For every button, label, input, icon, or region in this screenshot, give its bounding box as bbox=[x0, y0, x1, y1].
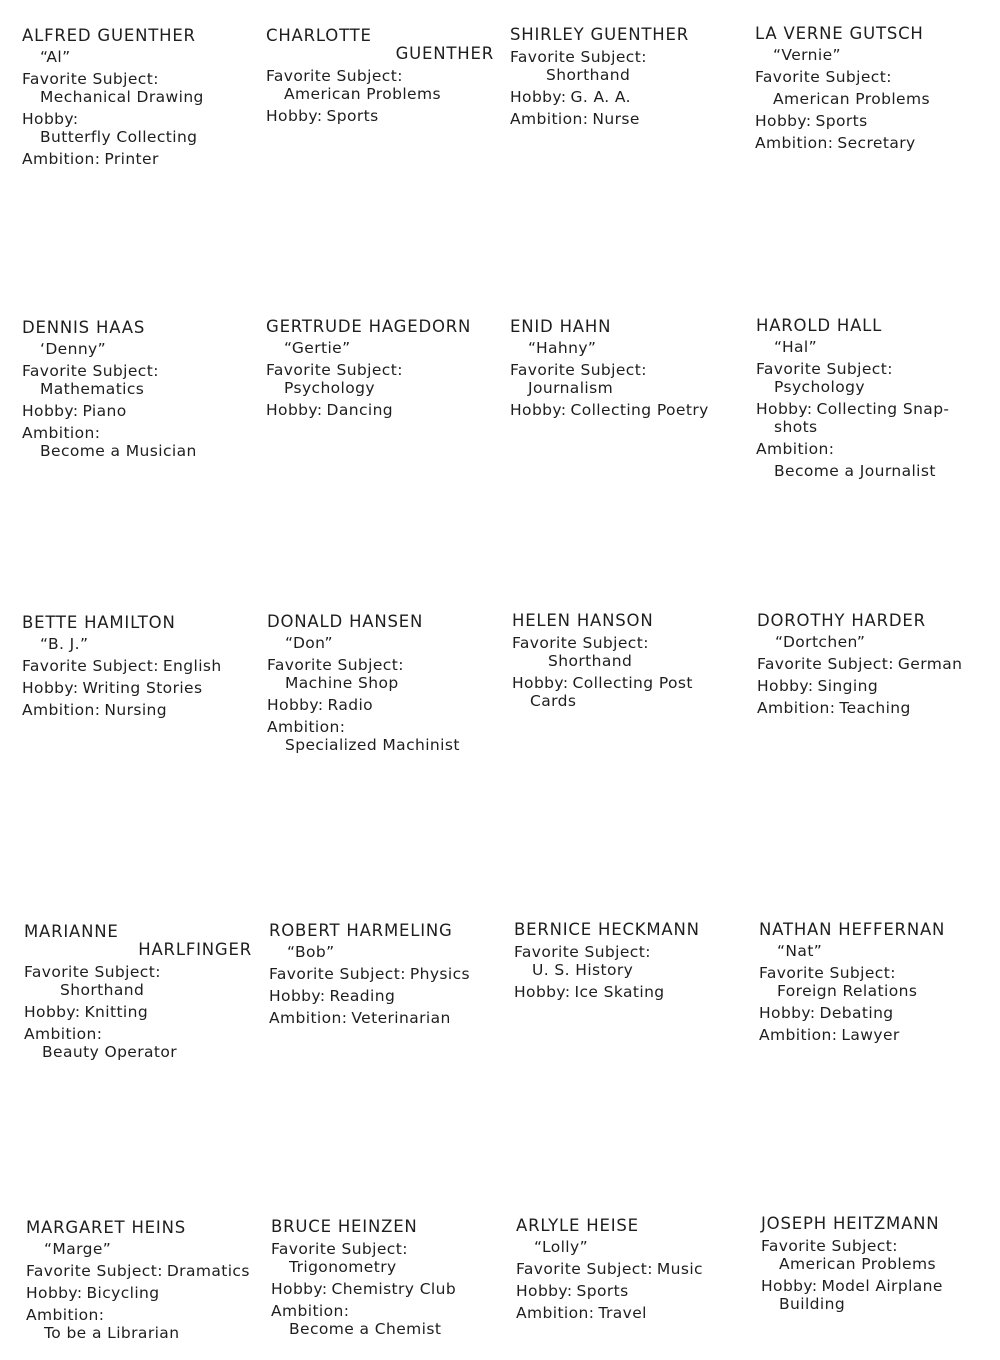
ambition: Ambition: Become a Chemist bbox=[271, 1302, 442, 1338]
favorite-subject: Favorite Subject: Psychology bbox=[266, 361, 403, 397]
favorite-subject: Favorite Subject: Mathematics bbox=[22, 362, 159, 398]
favorite-subject: Favorite Subject: Psychology bbox=[756, 360, 893, 396]
student-name: BETTE HAMILTON bbox=[22, 613, 176, 632]
ambition: Ambition: Nursing bbox=[22, 701, 168, 719]
student-name: HELEN HANSON bbox=[512, 611, 654, 630]
favorite-subject: Favorite Subject: German bbox=[757, 655, 963, 673]
student-name: DOROTHY HARDER bbox=[757, 611, 926, 630]
senior-entry bbox=[24, 923, 256, 1061]
hobby: Hobby: Reading bbox=[269, 987, 396, 1005]
nickname: “Gertie” bbox=[284, 339, 351, 357]
senior-entry bbox=[267, 613, 499, 754]
senior-entry bbox=[761, 1215, 993, 1313]
senior-entry bbox=[269, 922, 501, 1027]
senior-entry bbox=[22, 319, 254, 460]
senior-entry bbox=[510, 26, 742, 128]
senior-entry bbox=[755, 25, 987, 152]
student-name: ENID HAHN bbox=[510, 317, 612, 336]
hobby: Hobby: Collecting Post Cards bbox=[512, 674, 693, 710]
hobby: Hobby: Bicycling bbox=[26, 1284, 160, 1302]
senior-entry bbox=[22, 27, 254, 168]
favorite-subject: Favorite Subject: Trigonometry bbox=[271, 1240, 408, 1276]
hobby: Hobby: Knitting bbox=[24, 1003, 149, 1021]
senior-entry bbox=[22, 614, 254, 719]
hobby: Hobby: Chemistry Club bbox=[271, 1280, 457, 1298]
favorite-subject: Favorite Subject: Shorthand bbox=[510, 48, 647, 84]
hobby: Hobby: G. A. A. bbox=[510, 88, 631, 106]
nickname: “Hahny” bbox=[528, 339, 597, 357]
ambition: Ambition: Secretary bbox=[755, 134, 916, 152]
student-name: JOSEPH HEITZMANN bbox=[761, 1214, 940, 1233]
favorite-subject: Favorite Subject: Mechanical Drawing bbox=[22, 70, 204, 106]
favorite-subject: Favorite Subject: English bbox=[22, 657, 222, 675]
student-name: MARIANNE HARLFINGER bbox=[24, 922, 252, 959]
hobby: Hobby: Radio bbox=[267, 696, 374, 714]
hobby: Hobby: Model Airplane Building bbox=[761, 1277, 943, 1313]
favorite-subject: Favorite Subject: Music bbox=[516, 1260, 703, 1278]
student-name: MARGARET HEINS bbox=[26, 1218, 186, 1237]
favorite-subject: Favorite Subject: Dramatics bbox=[26, 1262, 250, 1280]
favorite-subject: Favorite Subject: American Problems bbox=[761, 1237, 936, 1273]
hobby: Hobby: Sports bbox=[755, 112, 868, 130]
nickname: “Marge” bbox=[44, 1240, 112, 1258]
nickname: “Lolly” bbox=[534, 1238, 589, 1256]
ambition: Ambition: Veterinarian bbox=[269, 1009, 451, 1027]
favorite-subject: Favorite Subject: Machine Shop bbox=[267, 656, 404, 692]
student-name: DENNIS HAAS bbox=[22, 318, 146, 337]
senior-entry bbox=[266, 318, 498, 419]
favorite-subject: Favorite Subject: U. S. History bbox=[514, 943, 651, 979]
hobby: Hobby: Ice Skating bbox=[514, 983, 665, 1001]
student-name: ALFRED GUENTHER bbox=[22, 26, 196, 45]
student-name: SHIRLEY GUENTHER bbox=[510, 25, 689, 44]
hobby: Hobby: Dancing bbox=[266, 401, 394, 419]
student-name: LA VERNE GUTSCH bbox=[755, 24, 924, 43]
hobby: Hobby: Collecting Snap- shots bbox=[756, 400, 950, 436]
senior-entry bbox=[512, 612, 744, 710]
ambition: Ambition: Teaching bbox=[757, 699, 911, 717]
hobby: Hobby: Singing bbox=[757, 677, 879, 695]
ambition: Ambition: Printer bbox=[22, 150, 159, 168]
senior-entry bbox=[271, 1218, 503, 1338]
senior-entry bbox=[759, 921, 991, 1044]
student-name: DONALD HANSEN bbox=[267, 612, 424, 631]
hobby: Hobby: Butterfly Collecting bbox=[22, 110, 198, 146]
favorite-subject: Favorite Subject: Foreign Relations bbox=[759, 964, 918, 1000]
senior-entry bbox=[510, 318, 742, 419]
student-name: HAROLD HALL bbox=[756, 316, 883, 335]
favorite-subject: Favorite Subject: Journalism bbox=[510, 361, 647, 397]
senior-entry bbox=[757, 612, 989, 717]
hobby: Hobby: Sports bbox=[266, 107, 379, 125]
nickname: ‘Denny” bbox=[40, 340, 107, 358]
senior-entry bbox=[26, 1219, 258, 1342]
senior-entry bbox=[756, 317, 988, 480]
student-name: ARLYLE HEISE bbox=[516, 1216, 639, 1235]
hobby: Hobby: Writing Stories bbox=[22, 679, 203, 697]
nickname: “Bob” bbox=[287, 943, 335, 961]
nickname: “Dortchen” bbox=[775, 633, 866, 651]
hobby: Hobby: Piano bbox=[22, 402, 127, 420]
nickname: “B. J.” bbox=[40, 635, 89, 653]
nickname: “Vernie” bbox=[773, 46, 841, 64]
favorite-subject: Favorite Subject: Shorthand bbox=[24, 963, 161, 999]
senior-entry bbox=[514, 921, 746, 1001]
favorite-subject: Favorite Subject: American Problems bbox=[266, 67, 441, 103]
nickname: “Nat” bbox=[777, 942, 823, 960]
student-name: ROBERT HARMELING bbox=[269, 921, 453, 940]
hobby: Hobby: Debating bbox=[759, 1004, 894, 1022]
favorite-subject: Favorite Subject: Physics bbox=[269, 965, 470, 983]
ambition: Ambition: Nurse bbox=[510, 110, 640, 128]
ambition: Ambition: To be a Librarian bbox=[26, 1306, 180, 1342]
student-name: BRUCE HEINZEN bbox=[271, 1217, 418, 1236]
senior-entry bbox=[266, 27, 498, 125]
ambition: Ambition: Beauty Operator bbox=[24, 1025, 178, 1061]
nickname: “Hal” bbox=[774, 338, 818, 356]
student-name: BERNICE HECKMANN bbox=[514, 920, 700, 939]
student-name: NATHAN HEFFERNAN bbox=[759, 920, 946, 939]
student-name: GERTRUDE HAGEDORN bbox=[266, 317, 472, 336]
favorite-subject: Favorite Subject: American Problems bbox=[755, 68, 930, 108]
ambition: Ambition: Become a Journalist bbox=[756, 440, 936, 480]
ambition: Ambition: Lawyer bbox=[759, 1026, 900, 1044]
ambition: Ambition: Specialized Machinist bbox=[267, 718, 460, 754]
nickname: “Al” bbox=[40, 48, 71, 66]
hobby: Hobby: Sports bbox=[516, 1282, 629, 1300]
hobby: Hobby: Collecting Poetry bbox=[510, 401, 709, 419]
student-name: CHARLOTTE GUENTHER bbox=[266, 26, 494, 63]
senior-entry bbox=[516, 1217, 748, 1322]
favorite-subject: Favorite Subject: Shorthand bbox=[512, 634, 649, 670]
ambition: Ambition: Travel bbox=[516, 1304, 647, 1322]
ambition: Ambition: Become a Musician bbox=[22, 424, 197, 460]
nickname: “Don” bbox=[285, 634, 333, 652]
